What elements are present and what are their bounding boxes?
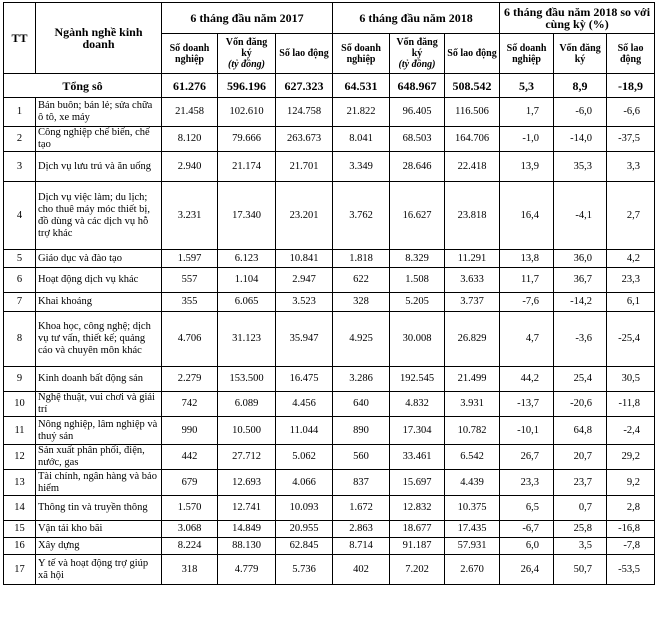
- value-cell: 10.841: [276, 250, 333, 268]
- percent-cell: 1,7: [500, 98, 554, 127]
- row-number: 13: [4, 470, 36, 496]
- value-cell: 1.104: [218, 268, 276, 293]
- percent-cell: -37,5: [607, 127, 655, 152]
- sector-name: Thông tin và truyền thông: [36, 496, 162, 521]
- sector-name: Y tế và hoạt động trợ giúp xã hội: [36, 555, 162, 585]
- percent-cell: 44,2: [500, 367, 554, 392]
- percent-cell: 13,9: [500, 152, 554, 182]
- percent-cell: -25,4: [607, 312, 655, 367]
- percent-cell: 20,7: [554, 445, 607, 470]
- value-cell: 640: [333, 392, 390, 417]
- table-row: [4, 127, 655, 152]
- value-cell: 8.714: [333, 538, 390, 555]
- value-cell: 91.187: [390, 538, 445, 555]
- value-cell: 7.202: [390, 555, 445, 585]
- header-2017-firms: Số doanh nghiệp: [162, 34, 218, 74]
- value-cell: 560: [333, 445, 390, 470]
- header-2017-capital: [218, 34, 276, 74]
- value-cell: 837: [333, 470, 390, 496]
- percent-cell: 29,2: [607, 445, 655, 470]
- value-cell: 6.542: [445, 445, 500, 470]
- row-number: 14: [4, 496, 36, 521]
- percent-cell: 3,3: [607, 152, 655, 182]
- percent-cell: 11,7: [500, 268, 554, 293]
- value-cell: 3.349: [333, 152, 390, 182]
- header-2018-capital: [390, 34, 445, 74]
- row-number: 1: [4, 98, 36, 127]
- header-cmp-firms: Số doanh nghiệp: [500, 34, 554, 74]
- total-row: [4, 74, 655, 98]
- value-cell: 8.041: [333, 127, 390, 152]
- sector-name: Vận tải kho bãi: [36, 521, 162, 538]
- percent-cell: -14,0: [554, 127, 607, 152]
- total-value: 5,3: [500, 74, 554, 98]
- value-cell: 33.461: [390, 445, 445, 470]
- percent-cell: 6,5: [500, 496, 554, 521]
- total-value: 627.323: [276, 74, 333, 98]
- value-cell: 557: [162, 268, 218, 293]
- capital-label: Vốn đăng ký: [396, 37, 438, 59]
- percent-cell: -14,2: [554, 293, 607, 312]
- value-cell: 355: [162, 293, 218, 312]
- row-number: 9: [4, 367, 36, 392]
- row-number: 16: [4, 538, 36, 555]
- header-cmp-capital: Vốn đăng ký: [554, 34, 607, 74]
- capital-label: Vốn đăng ký: [225, 37, 268, 59]
- value-cell: 4.439: [445, 470, 500, 496]
- header-period-2017: 6 tháng đầu năm 2017: [162, 3, 333, 34]
- percent-cell: 23,3: [607, 268, 655, 293]
- value-cell: 3.931: [445, 392, 500, 417]
- header-2018-labor: Số lao động: [445, 34, 500, 74]
- percent-cell: -3,6: [554, 312, 607, 367]
- percent-cell: 26,4: [500, 555, 554, 585]
- row-number: 15: [4, 521, 36, 538]
- percent-cell: 23,7: [554, 470, 607, 496]
- value-cell: 79.666: [218, 127, 276, 152]
- value-cell: 22.418: [445, 152, 500, 182]
- value-cell: 17.304: [390, 417, 445, 445]
- header-tt: TT: [4, 3, 36, 74]
- value-cell: 263.673: [276, 127, 333, 152]
- table-row: [4, 182, 655, 250]
- percent-cell: 6,0: [500, 538, 554, 555]
- percent-cell: 23,3: [500, 470, 554, 496]
- percent-cell: -16,8: [607, 521, 655, 538]
- value-cell: 10.500: [218, 417, 276, 445]
- percent-cell: 4,7: [500, 312, 554, 367]
- percent-cell: -6,7: [500, 521, 554, 538]
- percent-cell: -20,6: [554, 392, 607, 417]
- row-number: 4: [4, 182, 36, 250]
- value-cell: 20.955: [276, 521, 333, 538]
- value-cell: 8.224: [162, 538, 218, 555]
- total-value: 648.967: [390, 74, 445, 98]
- value-cell: 6.089: [218, 392, 276, 417]
- total-value: 61.276: [162, 74, 218, 98]
- value-cell: 4.832: [390, 392, 445, 417]
- table-row: [4, 470, 655, 496]
- row-number: 3: [4, 152, 36, 182]
- value-cell: 21.822: [333, 98, 390, 127]
- percent-cell: 0,7: [554, 496, 607, 521]
- table-row: [4, 367, 655, 392]
- value-cell: 153.500: [218, 367, 276, 392]
- value-cell: 21.174: [218, 152, 276, 182]
- value-cell: 21.499: [445, 367, 500, 392]
- percent-cell: 25,4: [554, 367, 607, 392]
- sector-name: Giáo dục và đào tạo: [36, 250, 162, 268]
- value-cell: 8.329: [390, 250, 445, 268]
- value-cell: 2.947: [276, 268, 333, 293]
- value-cell: 8.120: [162, 127, 218, 152]
- value-cell: 96.405: [390, 98, 445, 127]
- value-cell: 4.706: [162, 312, 218, 367]
- value-cell: 1.672: [333, 496, 390, 521]
- value-cell: 4.925: [333, 312, 390, 367]
- value-cell: 15.697: [390, 470, 445, 496]
- row-number: 5: [4, 250, 36, 268]
- value-cell: 1.818: [333, 250, 390, 268]
- percent-cell: -53,5: [607, 555, 655, 585]
- row-number: 11: [4, 417, 36, 445]
- value-cell: 18.677: [390, 521, 445, 538]
- percent-cell: -7,8: [607, 538, 655, 555]
- total-value: 64.531: [333, 74, 390, 98]
- percent-cell: -2,4: [607, 417, 655, 445]
- percent-cell: -6,6: [607, 98, 655, 127]
- table-row: [4, 250, 655, 268]
- value-cell: 2.863: [333, 521, 390, 538]
- value-cell: 21.458: [162, 98, 218, 127]
- header-2018-firms: Số doanh nghiệp: [333, 34, 390, 74]
- value-cell: 328: [333, 293, 390, 312]
- sector-name: Dịch vụ việc làm; du lịch; cho thuê máy móc thiết bị, đồ dùng và các dịch vụ hỗ trợ khác: [36, 182, 162, 250]
- total-value: 508.542: [445, 74, 500, 98]
- value-cell: 12.832: [390, 496, 445, 521]
- percent-cell: -10,1: [500, 417, 554, 445]
- value-cell: 5.205: [390, 293, 445, 312]
- value-cell: 10.375: [445, 496, 500, 521]
- value-cell: 23.201: [276, 182, 333, 250]
- sector-name: Nghệ thuật, vui chơi và giải trí: [36, 392, 162, 417]
- percent-cell: 9,2: [607, 470, 655, 496]
- value-cell: 62.845: [276, 538, 333, 555]
- total-label: Tổng sô: [4, 74, 162, 98]
- value-cell: 4.456: [276, 392, 333, 417]
- value-cell: 21.701: [276, 152, 333, 182]
- table-row: [4, 392, 655, 417]
- value-cell: 116.506: [445, 98, 500, 127]
- table-row: [4, 98, 655, 127]
- value-cell: 17.435: [445, 521, 500, 538]
- percent-cell: 3,5: [554, 538, 607, 555]
- table-row: [4, 521, 655, 538]
- capital-unit: (tỷ đồng): [228, 59, 265, 70]
- value-cell: 318: [162, 555, 218, 585]
- table-row: [4, 293, 655, 312]
- value-cell: 3.068: [162, 521, 218, 538]
- value-cell: 679: [162, 470, 218, 496]
- table-row: [4, 538, 655, 555]
- header-2017-labor: Số lao động: [276, 34, 333, 74]
- percent-cell: 2,7: [607, 182, 655, 250]
- percent-cell: 30,5: [607, 367, 655, 392]
- row-number: 12: [4, 445, 36, 470]
- row-number: 10: [4, 392, 36, 417]
- value-cell: 2.279: [162, 367, 218, 392]
- percent-cell: -11,8: [607, 392, 655, 417]
- total-value: -18,9: [607, 74, 655, 98]
- sector-name: Hoạt động dịch vụ khác: [36, 268, 162, 293]
- value-cell: 23.818: [445, 182, 500, 250]
- percent-cell: 4,2: [607, 250, 655, 268]
- total-value: 8,9: [554, 74, 607, 98]
- percent-cell: 13,8: [500, 250, 554, 268]
- value-cell: 102.610: [218, 98, 276, 127]
- table-row: [4, 268, 655, 293]
- sector-name: Nông nghiệp, lâm nghiệp và thuỷ sản: [36, 417, 162, 445]
- sector-name: Công nghiệp chế biến, chế tạo: [36, 127, 162, 152]
- percent-cell: -13,7: [500, 392, 554, 417]
- table-row: [4, 152, 655, 182]
- value-cell: 4.779: [218, 555, 276, 585]
- value-cell: 35.947: [276, 312, 333, 367]
- table-row: [4, 312, 655, 367]
- value-cell: 26.829: [445, 312, 500, 367]
- value-cell: 622: [333, 268, 390, 293]
- table-row: [4, 555, 655, 585]
- value-cell: 2.940: [162, 152, 218, 182]
- value-cell: 68.503: [390, 127, 445, 152]
- value-cell: 402: [333, 555, 390, 585]
- value-cell: 1.570: [162, 496, 218, 521]
- value-cell: 10.093: [276, 496, 333, 521]
- value-cell: 3.633: [445, 268, 500, 293]
- value-cell: 14.849: [218, 521, 276, 538]
- percent-cell: 6,1: [607, 293, 655, 312]
- header-row-top: [4, 3, 655, 34]
- value-cell: 5.736: [276, 555, 333, 585]
- value-cell: 4.066: [276, 470, 333, 496]
- value-cell: 30.008: [390, 312, 445, 367]
- value-cell: 16.627: [390, 182, 445, 250]
- value-cell: 27.712: [218, 445, 276, 470]
- percent-cell: -6,0: [554, 98, 607, 127]
- value-cell: 124.758: [276, 98, 333, 127]
- value-cell: 11.044: [276, 417, 333, 445]
- header-sector: Ngành nghề kinh doanh: [36, 3, 162, 74]
- value-cell: 28.646: [390, 152, 445, 182]
- value-cell: 890: [333, 417, 390, 445]
- row-number: 6: [4, 268, 36, 293]
- value-cell: 742: [162, 392, 218, 417]
- value-cell: 3.762: [333, 182, 390, 250]
- value-cell: 3.737: [445, 293, 500, 312]
- value-cell: 3.286: [333, 367, 390, 392]
- sector-name: Tài chính, ngân hàng và bảo hiểm: [36, 470, 162, 496]
- percent-cell: -1,0: [500, 127, 554, 152]
- value-cell: 5.062: [276, 445, 333, 470]
- sector-name: Bán buôn; bán lẻ; sửa chữa ô tô, xe máy: [36, 98, 162, 127]
- table-row: [4, 496, 655, 521]
- sector-name: Khai khoáng: [36, 293, 162, 312]
- value-cell: 17.340: [218, 182, 276, 250]
- value-cell: 192.545: [390, 367, 445, 392]
- capital-unit: (tỷ đồng): [398, 59, 436, 70]
- value-cell: 12.741: [218, 496, 276, 521]
- value-cell: 11.291: [445, 250, 500, 268]
- business-statistics-table: [3, 2, 655, 585]
- row-number: 17: [4, 555, 36, 585]
- percent-cell: 36,7: [554, 268, 607, 293]
- row-number: 7: [4, 293, 36, 312]
- total-value: 596.196: [218, 74, 276, 98]
- value-cell: 6.123: [218, 250, 276, 268]
- value-cell: 88.130: [218, 538, 276, 555]
- sector-name: Xây dựng: [36, 538, 162, 555]
- value-cell: 2.670: [445, 555, 500, 585]
- table-row: [4, 417, 655, 445]
- percent-cell: 16,4: [500, 182, 554, 250]
- sector-name: Kinh doanh bất động sản: [36, 367, 162, 392]
- value-cell: 3.231: [162, 182, 218, 250]
- value-cell: 3.523: [276, 293, 333, 312]
- value-cell: 12.693: [218, 470, 276, 496]
- percent-cell: 2,8: [607, 496, 655, 521]
- value-cell: 16.475: [276, 367, 333, 392]
- percent-cell: 36,0: [554, 250, 607, 268]
- percent-cell: 26,7: [500, 445, 554, 470]
- value-cell: 31.123: [218, 312, 276, 367]
- value-cell: 1.597: [162, 250, 218, 268]
- row-number: 2: [4, 127, 36, 152]
- sector-name: Dịch vụ lưu trú và ăn uống: [36, 152, 162, 182]
- value-cell: 990: [162, 417, 218, 445]
- header-cmp-labor: Số lao động: [607, 34, 655, 74]
- value-cell: 6.065: [218, 293, 276, 312]
- sector-name: Khoa học, công nghệ; dịch vụ tư vấn, thiết kế; quảng cáo và chuyên môn khác: [36, 312, 162, 367]
- value-cell: 1.508: [390, 268, 445, 293]
- value-cell: 164.706: [445, 127, 500, 152]
- row-number: 8: [4, 312, 36, 367]
- table-row: [4, 445, 655, 470]
- percent-cell: 50,7: [554, 555, 607, 585]
- value-cell: 442: [162, 445, 218, 470]
- percent-cell: -4,1: [554, 182, 607, 250]
- header-period-2018: 6 tháng đầu năm 2018: [333, 3, 500, 34]
- value-cell: 10.782: [445, 417, 500, 445]
- sector-name: Sản xuất phân phối, điện, nước, gas: [36, 445, 162, 470]
- percent-cell: -7,6: [500, 293, 554, 312]
- percent-cell: 25,8: [554, 521, 607, 538]
- percent-cell: 64,8: [554, 417, 607, 445]
- header-compare: 6 tháng đầu năm 2018 so với cùng kỳ (%): [500, 3, 655, 34]
- value-cell: 57.931: [445, 538, 500, 555]
- percent-cell: 35,3: [554, 152, 607, 182]
